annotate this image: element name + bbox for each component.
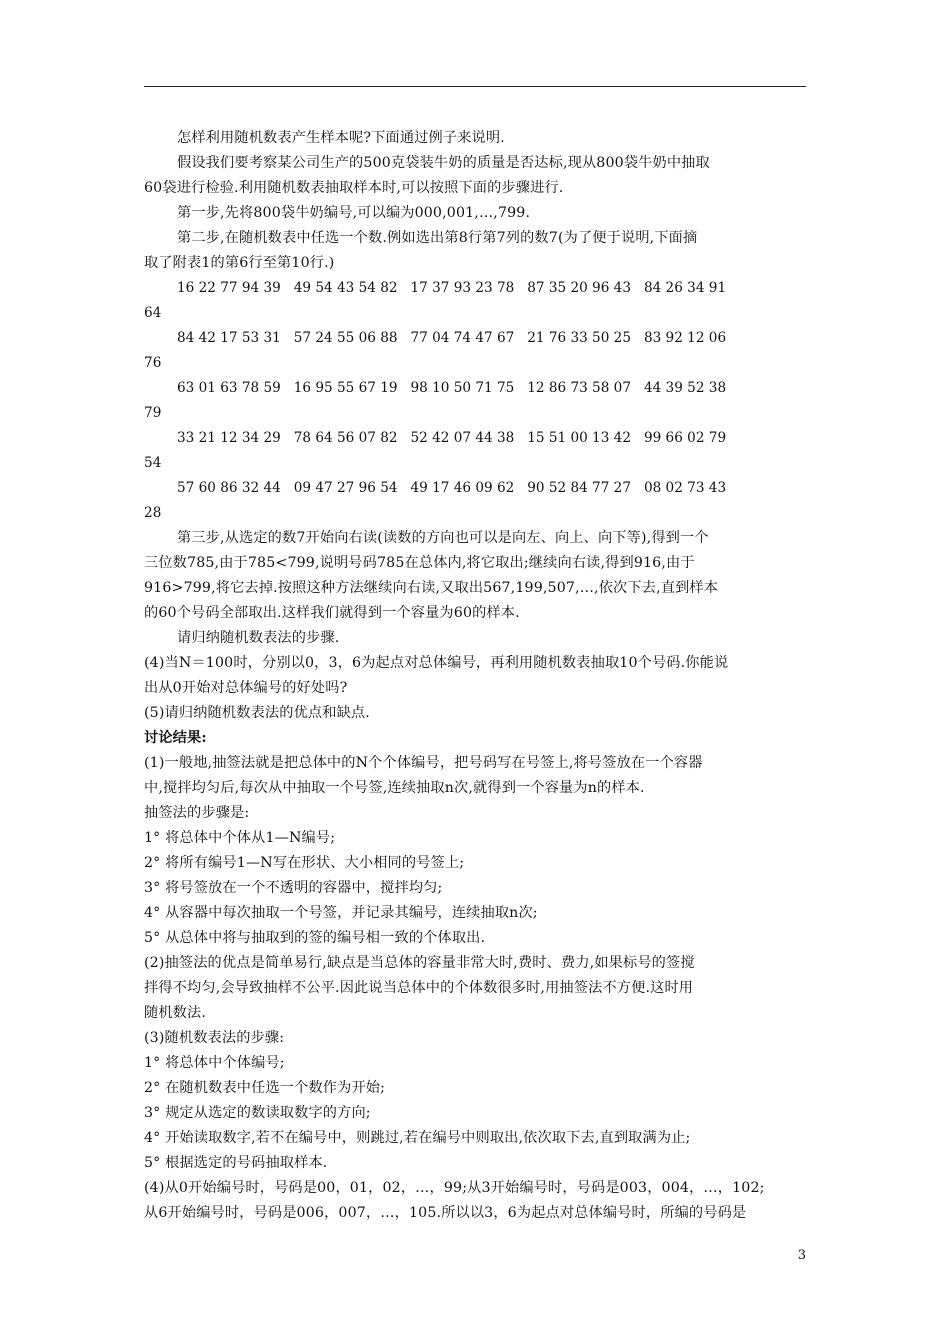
paragraph-assume-line1: 假设我们要考察某公司生产的500克袋装牛奶的质量是否达标,现从800袋牛奶中抽取 [177, 155, 710, 171]
paragraph-step3-line4: 的60个号码全部取出.这样我们就得到一个容量为60的样本. [144, 605, 520, 621]
table-row-3-wrap: 79 [144, 405, 162, 421]
question-5: (5)请归纳随机数表法的优点和缺点. [144, 705, 370, 721]
question-4-line1: (4)当N＝100时，分别以0，3，6为起点对总体编号，再利用随机数表抽取10个号码.你能说 [144, 655, 729, 671]
table-row-2-wrap: 76 [144, 355, 162, 371]
random-step-3: 3° 规定从选定的数读取数字的方向; [144, 1105, 371, 1121]
discussion-2-line3: 随机数法. [144, 1005, 207, 1021]
table-row-4-wrap: 54 [144, 455, 162, 471]
page-number: 3 [797, 1248, 806, 1263]
discussion-2-line1: (2)抽签法的优点是简单易行,缺点是当总体的容量非常大时,费时、费力,如果标号的签搅 [144, 955, 695, 971]
random-step-4: 4° 开始读取数字,若不在编号中，则跳过,若在编号中则取出,依次取下去,直到取满为止; [144, 1130, 691, 1146]
lottery-step-1: 1° 将总体中个体从1—N编号; [144, 830, 336, 846]
table-row-4: 33 21 12 34 29 78 64 56 07 82 52 42 07 44 38 15 51 00 13 42 99 66 02 79 [177, 430, 727, 446]
discussion-2-line2: 拌得不均匀,会导致抽样不公平.因此说当总体中的个体数很多时,用抽签法不方便.这时用 [144, 980, 694, 996]
table-row-3: 63 01 63 78 59 16 95 55 67 19 98 10 50 71 75 12 86 73 58 07 44 39 52 38 [177, 380, 727, 396]
lottery-step-4: 4° 从容器中每次抽取一个号签，并记录其编号，连续抽取n次; [144, 905, 538, 921]
paragraph-intro: 怎样利用随机数表产生样本呢?下面通过例子来说明. [177, 130, 505, 146]
table-row-1: 16 22 77 94 39 49 54 43 54 82 17 37 93 23 78 87 35 20 96 43 84 26 34 91 [177, 280, 727, 296]
lottery-steps-heading: 抽签法的步骤是: [144, 805, 250, 821]
paragraph-step2-line2: 取了附表1的第6行至第10行.) [144, 255, 335, 271]
header-rule [144, 86, 806, 87]
document-body [144, 126, 808, 1226]
table-row-1-wrap: 64 [144, 305, 162, 321]
discussion-heading: 讨论结果: [144, 730, 207, 746]
discussion-4-line2: 从6开始编号时，号码是006，007，…，105.所以以3，6为起点对总体编号时，所编的号码是 [144, 1205, 747, 1221]
random-number-table [144, 276, 808, 526]
discussion-1-line1: (1)一般地,抽签法就是把总体中的N个个体编号，把号码写在号签上,将号签放在一个容器 [144, 755, 703, 771]
lottery-step-5: 5° 从总体中将与抽取到的签的编号相一致的个体取出. [144, 930, 486, 946]
question-4-line2: 出从0开始对总体编号的好处吗? [144, 680, 348, 696]
lottery-step-3: 3° 将号签放在一个不透明的容器中，搅拌均匀; [144, 880, 443, 896]
paragraph-step1: 第一步,先将800袋牛奶编号,可以编为000,001,…,799. [177, 205, 531, 221]
discussion-3-heading: (3)随机数表法的步骤: [144, 1030, 285, 1046]
question-summary: 请归纳随机数表法的步骤. [177, 630, 340, 646]
paragraph-step3-line2: 三位数785,由于785<799,说明号码785在总体内,将它取出;继续向右读,得到916,由于 [144, 555, 695, 571]
random-step-1: 1° 将总体中个体编号; [144, 1055, 285, 1071]
paragraph-step3-line3: 916>799,将它去掉.按照这种方法继续向右读,又取出567,199,507,…,依次下去,直到样本 [144, 580, 719, 596]
discussion-4-line1: (4)从0开始编号时，号码是00，01，02，…，99;从3开始编号时，号码是003，004，…，102; [144, 1180, 765, 1196]
random-step-2: 2° 在随机数表中任选一个数作为开始; [144, 1080, 386, 1096]
table-row-2: 84 42 17 53 31 57 24 55 06 88 77 04 74 47 67 21 76 33 50 25 83 92 12 06 [177, 330, 727, 346]
table-row-5-wrap: 28 [144, 505, 162, 521]
paragraph-assume-line2: 60袋进行检验.利用随机数表抽取样本时,可以按照下面的步骤进行. [144, 180, 564, 196]
paragraph-step3-line1: 第三步,从选定的数7开始向右读(读数的方向也可以是向左、向上、向下等),得到一个 [177, 530, 709, 546]
table-row-5: 57 60 86 32 44 09 47 27 96 54 49 17 46 09 62 90 52 84 77 27 08 02 73 43 [177, 480, 727, 496]
discussion-1-line2: 中,搅拌均匀后,每次从中抽取一个号签,连续抽取n次,就得到一个容量为n的样本. [144, 780, 645, 796]
lottery-step-2: 2° 将所有编号1—N写在形状、大小相同的号签上; [144, 855, 465, 871]
paragraph-step2-line1: 第二步,在随机数表中任选一个数.例如选出第8行第7列的数7(为了便于说明,下面摘 [177, 230, 698, 246]
random-step-5: 5° 根据选定的号码抽取样本. [144, 1155, 328, 1171]
